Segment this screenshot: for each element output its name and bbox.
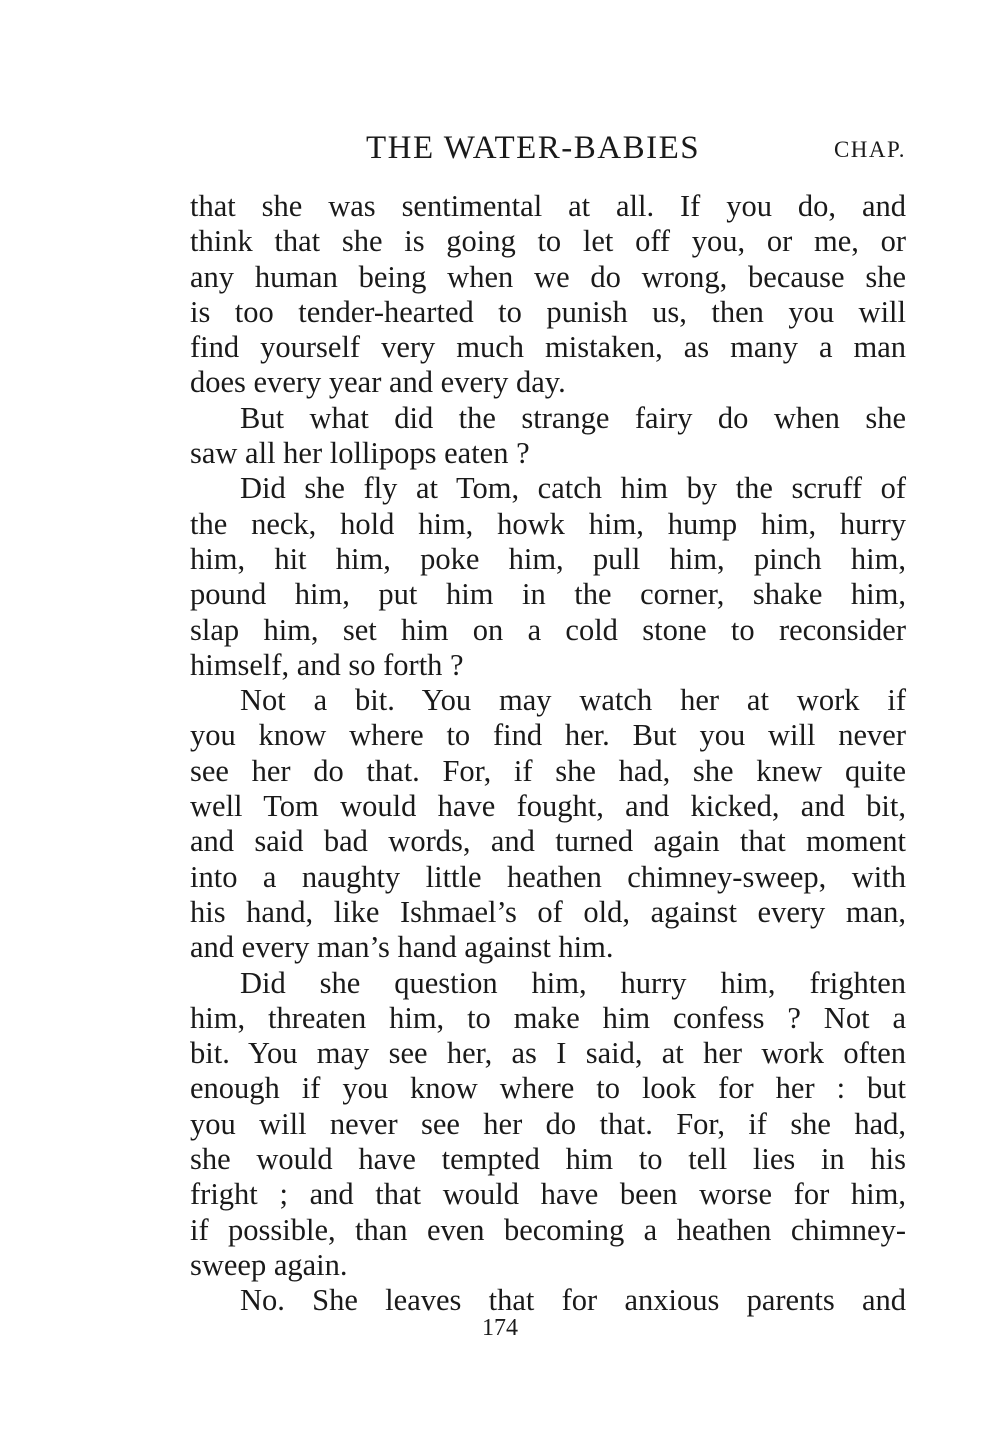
text-line: the neck, hold him, howk him, hump him, hurry <box>190 506 906 541</box>
text-line: into a naughty little heathen chimney-sweep, with <box>190 859 906 894</box>
text-line: is too tender-hearted to punish us, then you will <box>190 294 906 329</box>
text-line: see her do that. For, if she had, she knew quite <box>190 753 906 788</box>
text-line: well Tom would have fought, and kicked, and bit, <box>190 789 906 824</box>
page-number: 174 <box>482 1315 518 1341</box>
text-line: himself, and so forth ? <box>190 647 464 682</box>
text-line: Did she question him, hurry him, frighten <box>240 965 906 1000</box>
text-line: fright ; and that would have been worse for him, <box>190 1177 906 1212</box>
text-line: his hand, like Ishmael’s of old, against every man, <box>190 894 906 929</box>
text-line: think that she is going to let off you, or me, or <box>190 224 906 259</box>
text-line: any human being when we do wrong, because she <box>190 259 906 294</box>
text-line: saw all her lollipops eaten ? <box>190 436 530 471</box>
text-line: you know where to find her. But you will never <box>190 718 906 753</box>
text-line: But what did the strange fairy do when she <box>240 400 906 435</box>
text-line: she would have tempted him to tell lies in his <box>190 1142 906 1177</box>
text-line: and every man’s hand against him. <box>190 930 614 965</box>
running-title: THE WATER-BABIES <box>366 130 701 166</box>
text-line: find yourself very much mistaken, as many a man <box>190 330 906 365</box>
text-line: you will never see her do that. For, if she had, <box>190 1106 906 1141</box>
text-line: and said bad words, and turned again that moment <box>190 824 906 859</box>
text-line: enough if you know where to look for her : but <box>190 1071 906 1106</box>
text-line: pound him, put him in the corner, shake him, <box>190 577 906 612</box>
text-line: does every year and every day. <box>190 365 566 400</box>
text-line: Not a bit. You may watch her at work if <box>240 683 906 718</box>
text-line: him, threaten him, to make him confess ? Not a <box>190 1000 906 1035</box>
text-line: him, hit him, poke him, pull him, pinch him, <box>190 541 906 576</box>
chapter-label: CHAP. <box>833 137 906 162</box>
text-line: if possible, than even becoming a heathen chimney- <box>190 1212 906 1247</box>
text-line: Did she fly at Tom, catch him by the scruff of <box>240 471 906 506</box>
text-line: No. She leaves that for anxious parents and <box>240 1283 906 1318</box>
running-header <box>190 126 910 170</box>
body-text <box>190 189 906 1319</box>
text-line: bit. You may see her, as I said, at her work often <box>190 1036 906 1071</box>
text-line: slap him, set him on a cold stone to reconsider <box>190 612 906 647</box>
text-line: sweep again. <box>190 1247 348 1282</box>
text-line: that she was sentimental at all. If you do, and <box>190 189 906 223</box>
